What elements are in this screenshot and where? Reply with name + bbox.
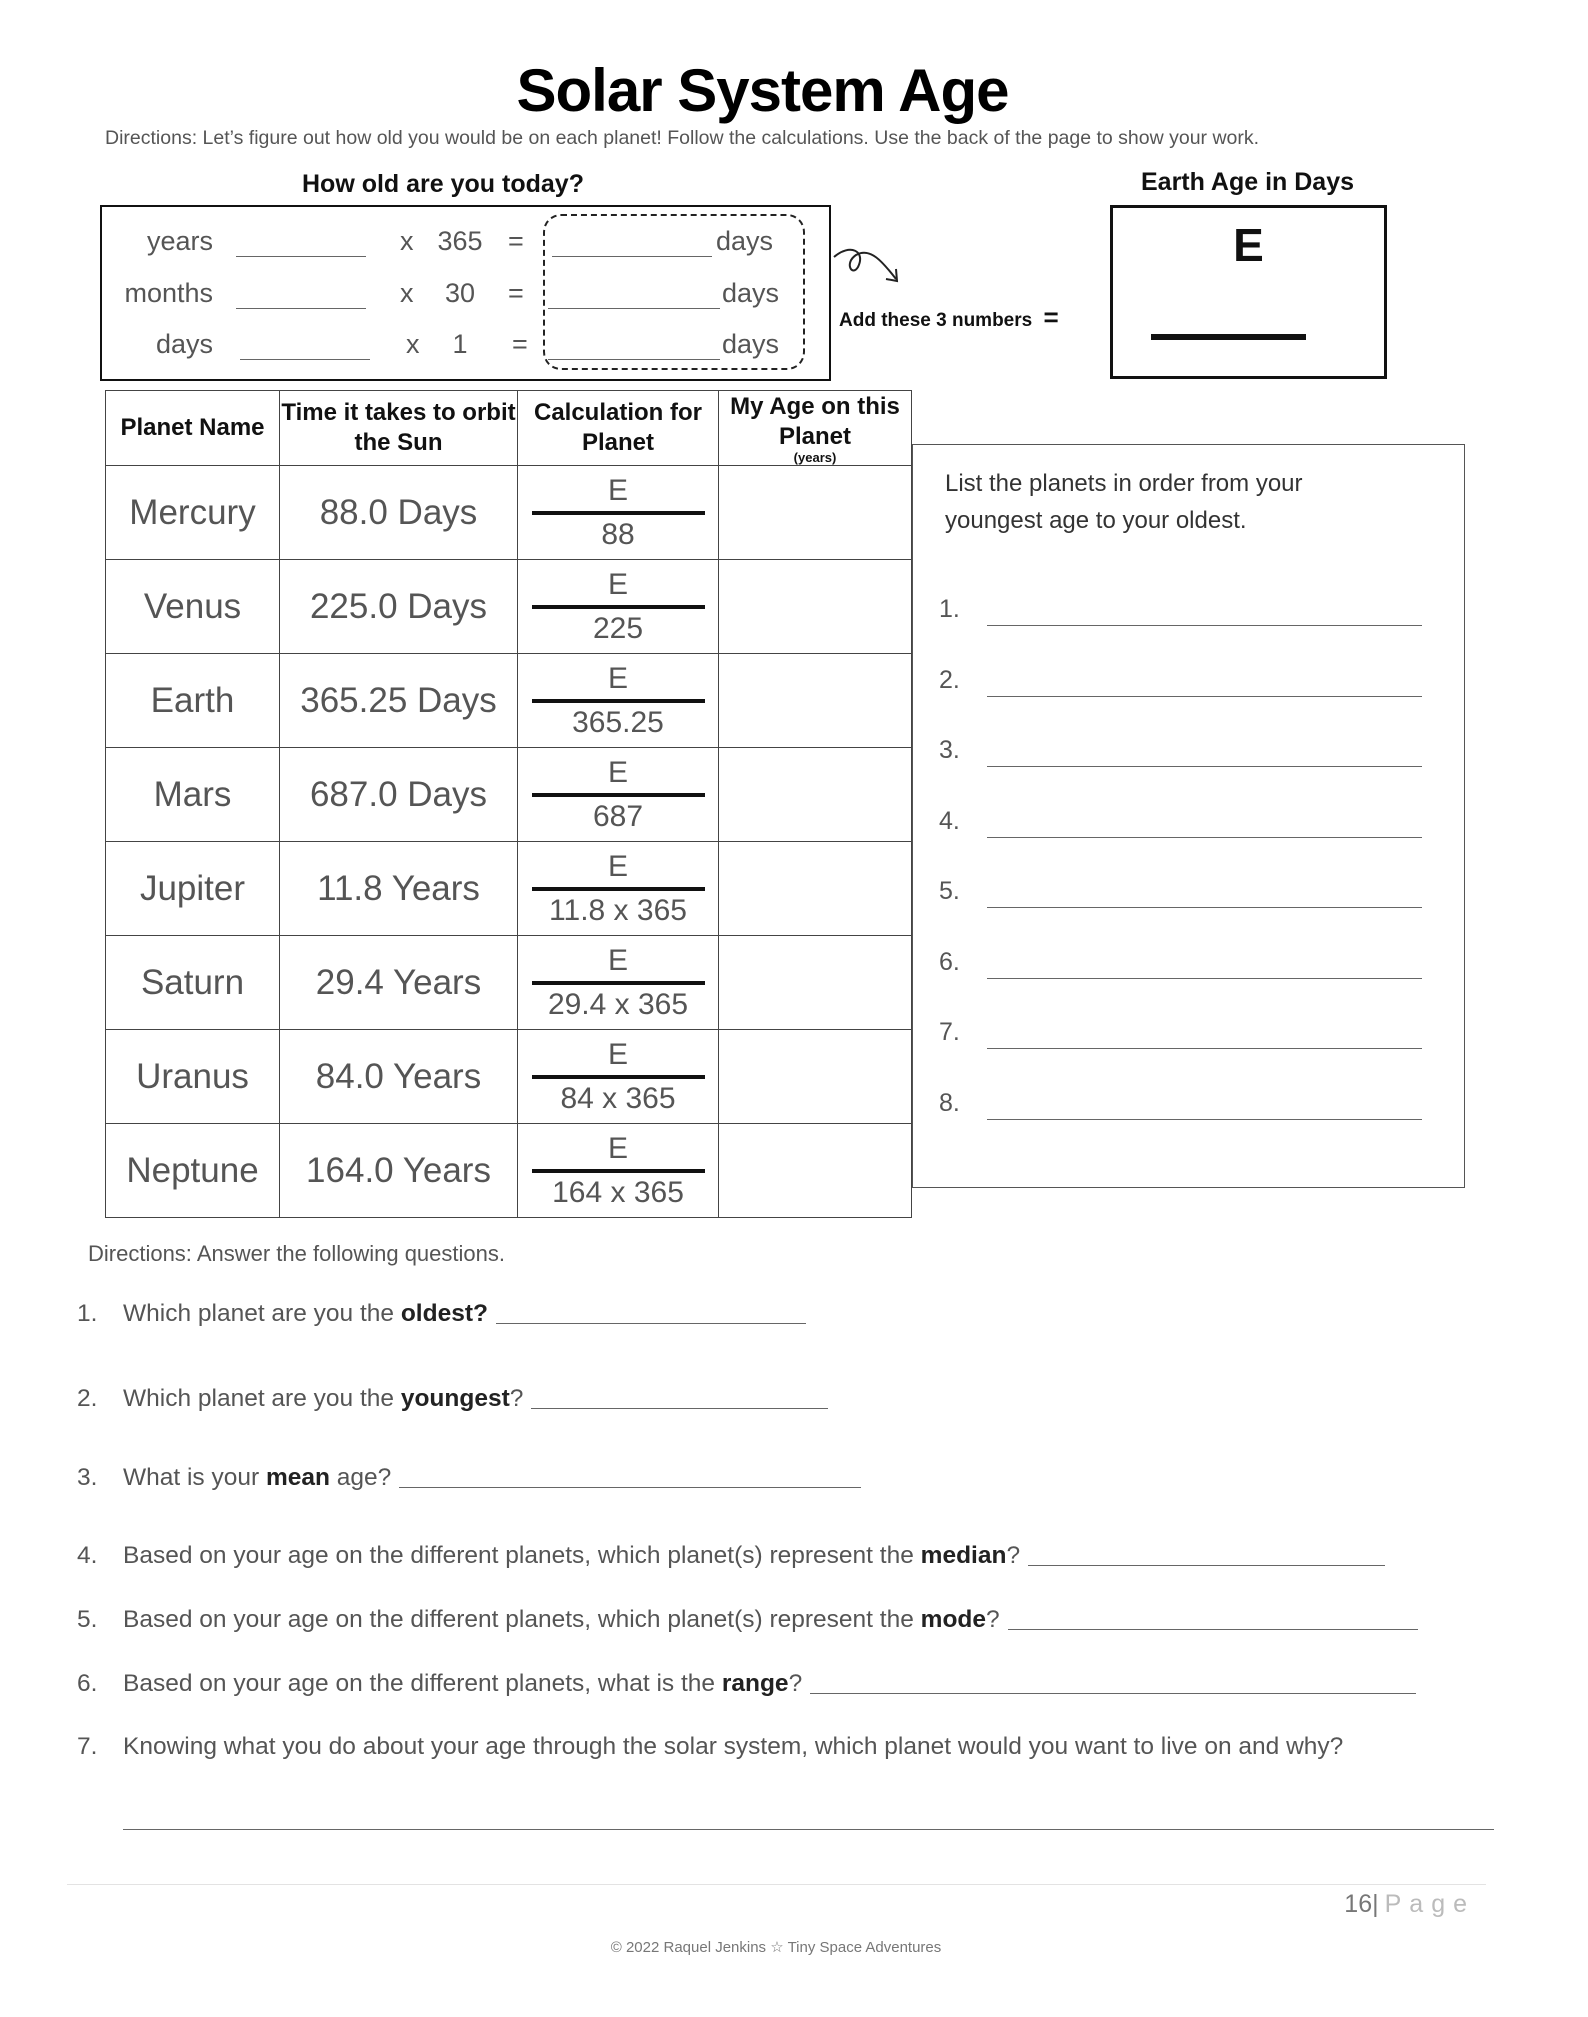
days-input[interactable]: [548, 359, 720, 360]
curved-arrow-icon: [830, 245, 910, 305]
age-input-months[interactable]: [236, 308, 366, 309]
calculation-cell: [518, 654, 719, 748]
numerator: E: [607, 473, 628, 507]
days-unit: days: [722, 329, 780, 359]
earth-age-answer-line[interactable]: [1151, 334, 1306, 340]
answer-line[interactable]: [531, 1408, 828, 1409]
age-row-label: months: [124, 278, 213, 308]
denominator: 88: [601, 517, 635, 551]
footer-divider: [67, 1884, 1486, 1885]
page-number: 16| Page: [1344, 1890, 1475, 1918]
my-age-input[interactable]: [719, 1124, 912, 1218]
page-title: Solar System Age: [516, 57, 1009, 124]
age-row-label: years: [146, 226, 213, 256]
question-6: [77, 1670, 1416, 1698]
question-text: Based on your age on the different planets, which planet(s) represent the: [123, 1606, 921, 1633]
question-number: 5.: [77, 1606, 98, 1633]
question-text: Based on your age on the different planets, what is the: [123, 1670, 722, 1697]
fraction: [518, 659, 718, 743]
calculation-cell: [518, 466, 719, 560]
directions-text: Directions: Let’s figure out how old you would be on each planet! Follow the calculations. Use the back of the page to show your work.: [105, 127, 1260, 149]
planet-order-box: [912, 444, 1465, 1188]
question-4: [77, 1542, 1385, 1570]
order-number: 8.: [939, 1089, 960, 1117]
order-list-item: [939, 595, 960, 624]
calculation-cell: [518, 936, 719, 1030]
copyright: © 2022 Raquel Jenkins ☆ Tiny Space Adventures: [610, 1939, 942, 1956]
multiply-sign: x: [400, 278, 414, 308]
calculation-cell: [518, 748, 719, 842]
planet-name: Earth: [106, 654, 280, 748]
question-text-end: ?: [1006, 1542, 1021, 1569]
planet-name: Jupiter: [106, 842, 280, 936]
orbit-time: 687.0 Days: [280, 748, 518, 842]
question-1: [77, 1300, 806, 1328]
factor: 365: [437, 226, 483, 256]
question-number: 1.: [77, 1300, 98, 1327]
order-answer-line[interactable]: [987, 625, 1422, 626]
header-planet-name: Planet Name: [106, 391, 280, 466]
equals-sign: =: [512, 329, 528, 359]
days-unit: days: [716, 226, 774, 256]
earth-age-symbol: E: [1233, 219, 1264, 271]
equals-sign: =: [508, 278, 524, 308]
age-input-years[interactable]: [236, 256, 366, 257]
order-answer-line[interactable]: [987, 1119, 1422, 1120]
factor: 30: [444, 278, 476, 308]
table-row: [106, 748, 912, 842]
order-list-item: [939, 666, 960, 695]
age-input-days[interactable]: [240, 359, 370, 360]
question-number: 6.: [77, 1670, 98, 1697]
question-keyword: range: [721, 1670, 789, 1697]
question-keyword: mean: [265, 1464, 330, 1491]
planet-name: Saturn: [106, 936, 280, 1030]
order-number: 2.: [939, 666, 960, 694]
planet-name: Mercury: [106, 466, 280, 560]
numerator: E: [607, 755, 628, 789]
orbit-time: 11.8 Years: [280, 842, 518, 936]
fraction: [518, 847, 718, 931]
my-age-input[interactable]: [719, 842, 912, 936]
question-text-end: ?: [986, 1606, 1000, 1633]
my-age-input[interactable]: [719, 560, 912, 654]
denominator: 687: [592, 799, 644, 833]
orbit-time: 365.25 Days: [280, 654, 518, 748]
header-orbit-time: Time it takes to orbit the Sun: [280, 391, 518, 466]
denominator: 29.4 x 365: [547, 987, 689, 1021]
table-row: [106, 936, 912, 1030]
denominator: 164 x 365: [552, 1175, 684, 1209]
table-row: [106, 1030, 912, 1124]
numerator: E: [607, 1037, 628, 1071]
order-answer-line[interactable]: [987, 907, 1422, 908]
order-number: 4.: [939, 807, 960, 835]
denominator: 365.25: [572, 705, 664, 739]
question-7: [77, 1733, 1343, 1761]
question-text-end: age?: [329, 1464, 392, 1491]
question-text: What is your: [123, 1464, 266, 1491]
days-unit: days: [722, 278, 780, 308]
table-row: [106, 842, 912, 936]
table-row: [106, 654, 912, 748]
order-answer-line[interactable]: [987, 978, 1422, 979]
numerator: E: [607, 1131, 628, 1165]
question-number: 2.: [77, 1385, 98, 1412]
question-text-end: ?: [509, 1385, 524, 1412]
order-answer-line[interactable]: [987, 696, 1422, 697]
my-age-input[interactable]: [719, 466, 912, 560]
fraction: [518, 565, 718, 649]
equals-sign: =: [1043, 302, 1059, 332]
fraction: [518, 753, 718, 837]
answer-line[interactable]: [399, 1487, 861, 1488]
question-text: Which planet are you the: [123, 1300, 401, 1327]
question-text: Which planet are you the: [123, 1385, 401, 1412]
answer-line-q7[interactable]: [123, 1829, 1494, 1830]
question-keyword: youngest: [400, 1385, 510, 1412]
add-numbers-label: Add these 3 numbers =: [839, 302, 1059, 332]
question-text: Based on your age on the different planets, which planet(s) represent the: [123, 1542, 921, 1569]
multiply-sign: x: [406, 329, 420, 359]
order-number: 3.: [939, 736, 960, 764]
order-number: 5.: [939, 877, 960, 905]
table-row: [106, 1124, 912, 1218]
my-age-input[interactable]: [719, 1030, 912, 1124]
fraction: [518, 1035, 718, 1119]
orbit-time: 84.0 Years: [280, 1030, 518, 1124]
order-list-item: [939, 877, 960, 906]
answer-line[interactable]: [810, 1693, 1416, 1694]
order-answer-line[interactable]: [987, 837, 1422, 838]
equals-sign: =: [508, 226, 524, 256]
order-number: 6.: [939, 948, 960, 976]
planet-name: Venus: [106, 560, 280, 654]
fraction: [518, 1129, 718, 1213]
order-instructions: List the planets in order from your youngest age to your oldest.: [945, 470, 1303, 534]
order-number: 7.: [939, 1018, 960, 1046]
days-input[interactable]: [552, 256, 712, 257]
calculation-cell: [518, 1030, 719, 1124]
question-2: [77, 1385, 828, 1413]
question-keyword: median: [920, 1542, 1007, 1569]
question-number: 7.: [77, 1733, 98, 1760]
numerator: E: [607, 661, 628, 695]
question-keyword: mode: [920, 1606, 987, 1633]
numerator: E: [607, 943, 628, 977]
question-number: 4.: [77, 1542, 98, 1569]
header-calculation: Calculation for Planet: [518, 391, 719, 466]
days-input[interactable]: [548, 308, 720, 309]
numerator: E: [607, 567, 628, 601]
order-list-item: [939, 1018, 960, 1047]
orbit-time: 29.4 Years: [280, 936, 518, 1030]
question-number: 3.: [77, 1464, 98, 1491]
answer-line[interactable]: [1028, 1565, 1385, 1566]
planet-name: Neptune: [106, 1124, 280, 1218]
earth-age-heading: Earth Age in Days: [1140, 168, 1355, 196]
answer-line[interactable]: [496, 1323, 806, 1324]
question-text-end: ?: [788, 1670, 803, 1697]
denominator: 84 x 365: [560, 1081, 676, 1115]
numerator: E: [607, 849, 628, 883]
earth-age-box: [1110, 205, 1387, 379]
orbit-time: 164.0 Years: [280, 1124, 518, 1218]
header-note: (years): [793, 450, 837, 465]
my-age-input[interactable]: [719, 936, 912, 1030]
multiply-sign: x: [400, 226, 414, 256]
questions-directions: Directions: Answer the following questions.: [88, 1241, 505, 1266]
denominator: 11.8 x 365: [549, 893, 687, 927]
denominator: 225: [592, 611, 644, 645]
my-age-input[interactable]: [719, 654, 912, 748]
age-row-label: days: [155, 329, 213, 359]
calculation-cell: [518, 1124, 719, 1218]
question-text: Knowing what you do about your age through the solar system, which planet would you want to live on and why?: [123, 1733, 1344, 1760]
calculation-cell: [518, 560, 719, 654]
question-keyword: oldest?: [400, 1300, 488, 1327]
order-answer-line[interactable]: [987, 766, 1422, 767]
order-list-item: [939, 807, 960, 836]
planet-name: Mars: [106, 748, 280, 842]
answer-line[interactable]: [1008, 1629, 1418, 1630]
table-row: [106, 560, 912, 654]
fraction: [518, 941, 718, 1025]
order-list-item: [939, 948, 960, 977]
header-my-age: My Age on this Planet (years): [719, 391, 912, 466]
question-5: [77, 1606, 1418, 1634]
order-list-item: [939, 736, 960, 765]
calculation-cell: [518, 842, 719, 936]
my-age-input[interactable]: [719, 748, 912, 842]
table-row: [106, 466, 912, 560]
order-list-item: [939, 1089, 960, 1118]
fraction: [518, 471, 718, 555]
orbit-time: 225.0 Days: [280, 560, 518, 654]
planet-table: [105, 390, 912, 1218]
orbit-time: 88.0 Days: [280, 466, 518, 560]
factor: 1: [452, 329, 468, 359]
order-answer-line[interactable]: [987, 1048, 1422, 1049]
question-3: [77, 1464, 861, 1492]
age-heading: How old are you today?: [302, 170, 584, 198]
planet-name: Uranus: [106, 1030, 280, 1124]
order-number: 1.: [939, 595, 960, 623]
